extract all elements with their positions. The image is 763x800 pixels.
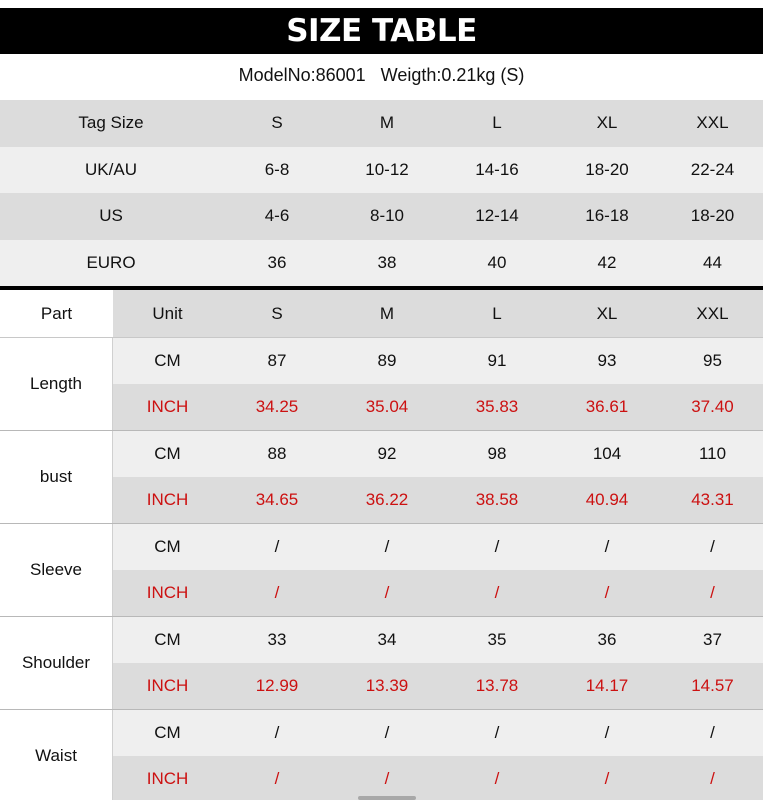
table-cell: 13.78 — [475, 676, 519, 695]
unit-label: CM — [154, 351, 181, 370]
header-size: XXL — [696, 303, 729, 323]
unit-label: INCH — [146, 676, 189, 695]
table-cell: XL — [596, 113, 618, 133]
table-cell: 34 — [377, 630, 397, 649]
table-cell: 13.39 — [365, 676, 409, 695]
table-cell: / — [494, 769, 500, 788]
table-cell: / — [604, 583, 610, 602]
part-name: Shoulder — [0, 617, 113, 709]
table-row — [0, 240, 763, 287]
unit-label: CM — [154, 723, 181, 742]
table-cell: L — [492, 113, 502, 133]
table-cell: / — [274, 723, 280, 742]
inch-row — [113, 663, 763, 709]
table-cell: / — [494, 723, 500, 742]
header-part: Part — [0, 290, 113, 337]
table-cell: 95 — [703, 351, 722, 370]
unit-label: INCH — [146, 769, 189, 788]
table-cell: 37.40 — [691, 397, 734, 416]
table-cell: 36 — [597, 630, 617, 649]
table-cell: 34.25 — [255, 397, 299, 416]
measurement-group — [0, 338, 763, 431]
table-cell: 18-20 — [690, 206, 735, 226]
table-header-row — [0, 290, 763, 338]
table-cell: 93 — [597, 351, 617, 370]
table-cell: 22-24 — [690, 159, 735, 179]
table-cell: 12.99 — [255, 676, 299, 695]
scroll-indicator — [358, 796, 416, 800]
table-cell: 40.94 — [585, 490, 629, 509]
inch-row — [113, 756, 763, 800]
table-cell: / — [494, 537, 500, 556]
table-cell: / — [274, 769, 280, 788]
table-cell: XXL — [696, 113, 729, 133]
table-cell: 36 — [267, 252, 287, 272]
table-cell: 12-14 — [475, 206, 519, 226]
table-cell: / — [384, 769, 390, 788]
table-cell: 33 — [267, 630, 287, 649]
table-row — [0, 100, 763, 147]
table-cell: 35.04 — [365, 397, 409, 416]
unit-label: CM — [154, 444, 181, 463]
table-cell: 6-8 — [264, 159, 290, 179]
table-cell: 92 — [377, 444, 397, 463]
table-cell: / — [710, 583, 715, 602]
cm-row — [113, 617, 763, 663]
table-cell: 36.61 — [585, 397, 629, 416]
table-cell: / — [710, 723, 715, 742]
row-label: EURO — [86, 252, 136, 272]
table-cell: 18-20 — [585, 159, 629, 179]
table-cell: / — [274, 583, 280, 602]
table-cell: / — [384, 537, 390, 556]
table-cell: 44 — [703, 252, 722, 272]
part-name: bust — [0, 431, 113, 523]
measurement-group — [0, 431, 763, 524]
header-size: M — [379, 303, 395, 323]
part-name: Sleeve — [0, 524, 113, 616]
table-cell: 38 — [377, 252, 397, 272]
table-cell: 98 — [487, 444, 507, 463]
table-cell: / — [604, 537, 610, 556]
measurement-group — [0, 617, 763, 710]
row-label: UK/AU — [85, 159, 137, 179]
table-cell: 8-10 — [369, 206, 405, 226]
cm-row — [113, 338, 763, 384]
measurement-group — [0, 524, 763, 617]
table-row — [0, 147, 763, 194]
unit-label: CM — [154, 537, 181, 556]
table-cell: 40 — [487, 252, 507, 272]
cm-row — [113, 431, 763, 477]
size-table-title: SIZE TABLE — [0, 8, 763, 54]
table-cell: / — [710, 537, 715, 556]
size-conversion-table — [0, 100, 763, 286]
table-cell: 14-16 — [475, 159, 519, 179]
table-cell: 16-18 — [585, 206, 629, 226]
table-cell: / — [274, 537, 280, 556]
table-cell: 34.65 — [255, 490, 299, 509]
inch-row — [113, 477, 763, 523]
header-size: XL — [596, 303, 618, 323]
inch-row — [113, 384, 763, 430]
header-size: S — [271, 303, 283, 323]
table-cell: 42 — [597, 252, 617, 272]
table-cell: 14.17 — [585, 676, 629, 695]
table-cell: 104 — [592, 444, 622, 463]
table-cell: 35 — [487, 630, 507, 649]
table-cell: 35.83 — [475, 397, 519, 416]
table-cell: / — [384, 583, 390, 602]
header-size: L — [492, 303, 502, 323]
cm-row — [113, 524, 763, 570]
table-cell: 10-12 — [365, 159, 409, 179]
table-cell: M — [379, 113, 395, 133]
measurement-group — [0, 710, 763, 800]
table-cell: / — [710, 769, 715, 788]
inch-row — [113, 570, 763, 616]
table-cell: 88 — [267, 444, 287, 463]
model-info: ModelNo:86001 Weigth:0.21kg (S) — [238, 64, 525, 85]
table-cell: 43.31 — [691, 490, 734, 509]
measurement-table — [0, 290, 763, 800]
table-cell: 91 — [487, 351, 507, 370]
unit-label: INCH — [146, 490, 189, 509]
table-cell: 14.57 — [691, 676, 734, 695]
row-label: Tag Size — [78, 113, 144, 133]
table-cell: / — [604, 723, 610, 742]
table-cell: / — [384, 723, 390, 742]
unit-label: CM — [154, 630, 181, 649]
table-cell: / — [494, 583, 500, 602]
table-cell: 36.22 — [365, 490, 409, 509]
table-cell: 87 — [267, 351, 287, 370]
row-label: US — [99, 206, 123, 226]
cm-row — [113, 710, 763, 756]
table-cell: 38.58 — [475, 490, 519, 509]
part-name: Length — [0, 338, 113, 430]
table-cell: 37 — [703, 630, 722, 649]
table-cell: S — [271, 113, 283, 133]
table-cell: 4-6 — [264, 206, 290, 226]
unit-label: INCH — [146, 397, 189, 416]
header-unit: Unit — [152, 303, 183, 323]
table-cell: / — [604, 769, 610, 788]
table-cell: 89 — [377, 351, 397, 370]
table-cell: 110 — [698, 444, 727, 463]
part-name: Waist — [0, 710, 113, 800]
unit-label: INCH — [146, 583, 189, 602]
table-row — [0, 193, 763, 240]
